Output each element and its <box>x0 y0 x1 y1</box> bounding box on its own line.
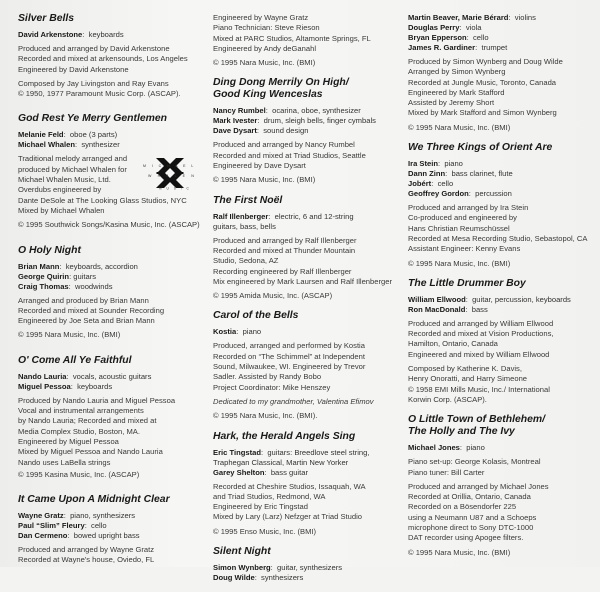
performer-name: Simon Wynberg <box>213 563 271 573</box>
performer: Simon Wynberg: guitar, synthesizers <box>213 563 343 573</box>
credit-line: Produced, arranged and performed by Kostia <box>213 341 365 351</box>
track-title: O Holy Night <box>18 244 81 256</box>
credits-block <box>408 203 598 254</box>
track-little-drummer-boy <box>408 278 598 405</box>
track-it-came-upon-continued <box>213 13 401 68</box>
performer-role: synthesizer <box>81 140 120 150</box>
track-o-little-town <box>408 414 598 558</box>
performer-name: David Arkenstone <box>18 30 83 39</box>
credit-line: © 1995 Enso Music, Inc. (BMI) <box>213 526 317 536</box>
credit-line: Engineered by Wayne Gratz <box>213 13 309 22</box>
performer-role: keyboards <box>88 30 124 39</box>
performer-name: Miguel Pessoa <box>18 381 71 391</box>
credits-block <box>213 482 401 523</box>
performer-role: bass clarinet, flute <box>451 169 513 179</box>
credit-line: Recorded and mixed at Thunder Mountain <box>213 245 356 255</box>
performer: Wayne Gratz: piano, synthesizers <box>18 511 136 521</box>
credit-line: Hamilton, Ontario, Canada <box>408 339 498 349</box>
credit-line: Mixed at PARC Studios, Altamonte Springs, FL <box>213 33 371 43</box>
performer: Doug Wilde: synthesizers <box>213 573 304 583</box>
track-title: It Came Upon A Midnight Clear <box>18 494 170 506</box>
performer-role: trumpet <box>481 43 508 52</box>
credit-line: Produced by Simon Wynberg and Doug Wilde <box>408 57 563 66</box>
credit-line: using a Neumann U87 and a Schoeps <box>408 512 537 522</box>
performer-role: piano <box>444 159 463 169</box>
credit-line: Mix engineered by Mark Laursen and Ralf Illenberger <box>213 276 392 286</box>
copyright-block <box>408 123 598 133</box>
copyright-block <box>408 364 598 405</box>
track-title: The First Noël <box>213 194 283 206</box>
performer-name: Melanie Feld <box>18 130 64 140</box>
copyright-block <box>18 470 200 480</box>
credit-line: Dedicated to my grandmother, Valentina Efimov <box>213 396 374 406</box>
performer-name: Kostia <box>213 327 237 337</box>
column-3 <box>408 13 598 567</box>
performer-name: Eric Tingstad <box>213 447 261 457</box>
track-carol-of-the-bells <box>213 310 401 421</box>
copyright-block <box>408 259 598 269</box>
credit-line: Recorded and mixed at arkensounds, Los Angeles <box>18 54 188 64</box>
copyright-block <box>213 411 401 421</box>
performer-role: cello <box>437 179 454 189</box>
performer-role: piano <box>466 443 485 453</box>
credit-line: Recorded at Orillia, Ontario, Canada <box>408 492 531 502</box>
credit-line: by Nando Lauria; Recorded and mixed at <box>18 416 157 426</box>
performer: Geoffrey Gordon: percussion <box>408 189 512 199</box>
credit-line: Recorded and mixed at Sounder Recording <box>18 305 165 315</box>
performer-name: Doug Wilde <box>213 573 255 583</box>
credit-line: Project Coordinator: Mike Henszey <box>213 382 331 392</box>
credit-line: Mixed by Michael Whalen <box>18 205 105 215</box>
credit-line: Produced and arranged by Nancy Rumbel <box>213 140 355 150</box>
credit-line: © 1995 Nara Music, Inc. (BMI) <box>408 258 511 268</box>
performer: Miguel Pessoa: keyboards <box>18 381 113 391</box>
copyright-block <box>18 79 200 100</box>
performer-name: Mark Ivester <box>213 116 258 126</box>
credit-line: microphone direct to Sony DTC-1000 <box>408 523 534 533</box>
performer-name: Bryan Epperson <box>408 33 467 42</box>
credit-line: Produced by Nando Lauria and Miguel Pessoa <box>18 395 176 405</box>
performer: Jobért: cello <box>408 179 454 189</box>
credit-line: Overdubs engineered by <box>18 185 102 195</box>
credit-line: © 1995 Nara Music, Inc. (BMI) <box>213 58 316 68</box>
credit-line: Engineered by David Arkenstone <box>18 64 129 74</box>
svg-text:W H A L E N: W H A L E N <box>148 174 197 179</box>
credit-line: © 1950, 1977 Paramount Music Corp. (ASCAP). <box>18 89 181 99</box>
performer-role: guitar, percussion, keyboards <box>472 294 571 304</box>
track-title: The Little Drummer Boy <box>408 277 526 289</box>
track-silent-night <box>213 546 401 583</box>
performer-role: oboe (3 parts) <box>69 130 118 140</box>
credit-line: Engineered by Joe Seta and Brian Mann <box>18 316 155 326</box>
performer-name: Craig Thomas <box>18 281 69 291</box>
credit-line: Recorded on a Bösendorfer 225 <box>408 502 517 512</box>
credit-line: Hans Christian Reumschüssel <box>408 223 510 233</box>
performer-role: piano, synthesizers <box>70 511 136 521</box>
credit-line: Recorded at Mesa Recording Studio, Sebastopol, CA <box>408 233 588 243</box>
performer: Brian Mann: keyboards, accordion <box>18 261 138 271</box>
performer-name: Michael Whalen <box>18 140 75 150</box>
performer-role: violins <box>514 13 536 22</box>
track-hark-the-herald <box>213 431 401 537</box>
performer-role: guitars, bass, bells <box>213 221 276 231</box>
performer: Dave Dysart: sound design <box>213 126 309 136</box>
performer-role: ocarina, oboe, synthesizer <box>272 106 361 116</box>
track-title-line: The Holly and The Ivy <box>408 426 515 438</box>
svg-text:M U S I C: M U S I C <box>159 186 191 191</box>
performer-role: keyboards <box>77 381 113 391</box>
copyright-block <box>18 330 200 340</box>
credits-block <box>213 236 401 287</box>
credit-line: Produced and arranged by Wayne Gratz <box>18 545 155 555</box>
copyright-block <box>18 220 200 230</box>
credit-line: Piano tuner: Bill Carter <box>408 467 485 477</box>
performer: Nando Lauria: vocals, acoustic guitars <box>18 371 152 381</box>
credit-line: Produced and arranged by Ira Stein <box>408 203 529 213</box>
performer-role: piano <box>242 327 262 337</box>
performer-role: bowed upright bass <box>73 531 140 541</box>
performer: Michael Whalen: synthesizer <box>18 140 120 150</box>
credit-line: Engineered by Andy deGanahl <box>213 43 317 53</box>
performer-role: bass guitar <box>270 467 308 477</box>
performer: James R. Gardiner: trumpet <box>408 43 508 52</box>
performer-role: guitars: Breedlove steel string, <box>267 447 370 457</box>
performer-name: Douglas Perry <box>408 23 460 32</box>
credit-line: Dante DeSole at The Looking Glass Studios, NYC <box>18 195 187 205</box>
performer: Ralf Illenberger: electric, 6 and 12-string guitars, bass, bells <box>213 211 354 231</box>
credit-line: Studio, Sedona, AZ <box>213 256 279 266</box>
credits-block <box>213 140 401 171</box>
credit-line: Composed by Jay Livingston and Ray Evans <box>18 78 169 88</box>
credits-block <box>18 545 200 566</box>
credit-line: Engineered by Dave Dysart <box>213 161 306 171</box>
track-title: We Three Kings of Orient Are <box>408 142 553 154</box>
credits-block <box>213 13 401 54</box>
performer: Michael Jones: piano <box>408 443 485 453</box>
credit-line: © 1995 Southwick Songs/Kasina Music, Inc. (ASCAP) <box>18 220 200 230</box>
credit-line: Produced and arranged by David Arkenstone <box>18 44 170 53</box>
credits-block <box>408 482 598 544</box>
track-title: God Rest Ye Merry Gentlemen <box>18 113 167 125</box>
credit-line: Henry Onoratti, and Harry Simeone <box>408 374 528 384</box>
performer-role: cello <box>91 521 107 531</box>
credit-line: Mixed by Miguel Pessoa and Nando Lauria <box>18 447 163 457</box>
performer-role: keyboards, accordion <box>65 261 138 271</box>
credits-block <box>213 341 401 392</box>
performer-name: Martin Beaver, Marie Bérard <box>408 13 509 22</box>
credits-block <box>18 396 200 468</box>
track-title <box>408 414 598 438</box>
credit-line: Mixed by Lary (Larz) Nefzger at Triad Studio <box>213 512 362 522</box>
performer: Nancy Rumbel: ocarina, oboe, synthesizer <box>213 106 361 116</box>
performer-role: drum, sleigh bells, finger cymbals <box>263 116 376 126</box>
credit-line: Engineered by Miguel Pessoa <box>18 436 119 446</box>
credit-line: Composed by Katherine K. Davis, <box>408 364 522 374</box>
performer: Eric Tingstad: guitars: Breedlove steel string, Traphegan Classical, Martin New Yorker <box>213 447 370 467</box>
track-silver-bells <box>18 13 200 99</box>
credit-line: Recorded at Wayne's house, Oviedo, FL <box>18 555 155 565</box>
performer: Douglas Perry: viola <box>408 23 482 32</box>
performer-name: Ralf Illenberger <box>213 211 269 221</box>
credit-line: Produced and arranged by Michael Jones <box>408 481 549 491</box>
track-title-line: Ding Dong Merrily On High/ <box>213 77 349 89</box>
performer-name: Nancy Rumbel <box>213 106 266 116</box>
credit-line: Korwin Corp. (ASCAP). <box>408 394 487 404</box>
performer-role: guitar, synthesizers <box>277 563 343 573</box>
credits-block <box>408 319 598 360</box>
credit-line: © 1958 EMI Mills Music, Inc./ International <box>408 384 550 394</box>
performer-role: guitars <box>73 271 97 281</box>
credit-line: © 1995 Nara Music, Inc. (BMI). <box>213 411 318 421</box>
credit-line: Produced and arranged by William Ellwood <box>408 318 554 328</box>
credit-line: Produced and arranged by Ralf Illenberger <box>213 235 357 245</box>
svg-text:M I C H A E L: M I C H A E L <box>143 164 196 169</box>
credit-line: Assisted by Jeremy Short <box>408 98 495 108</box>
credit-line: © 1995 Kasina Music, Inc. (ASCAP) <box>18 469 140 479</box>
credit-line: Michael Whalen Music, Ltd. <box>18 175 111 185</box>
track-title: Hark, the Herald Angels Sing <box>213 430 356 442</box>
copyright-block <box>213 291 401 301</box>
credit-line: Recorded and mixed at Vision Productions, <box>408 329 554 339</box>
credit-line: Engineered and mixed by William Ellwood <box>408 349 550 359</box>
credit-line: Media Complex Studio, Boston, MA. <box>18 426 140 436</box>
credit-line: Nando uses LaBella strings <box>18 457 111 467</box>
copyright-block <box>408 548 598 558</box>
credit-line: DAT recorder using Apogee filters. <box>408 533 524 543</box>
credit-line: © 1995 Nara Music, Inc. (BMI) <box>213 175 316 185</box>
credit-line: Recorded and mixed at Triad Studios, Seattle <box>213 150 366 160</box>
performer: Garey Shelton: bass guitar <box>213 467 308 477</box>
performer-name: Michael Jones <box>408 443 460 453</box>
performer: George Quirin: guitars <box>18 271 97 281</box>
credit-line: Sound, Milwaukee, WI. Engineered by Trevor <box>213 362 366 372</box>
performer-role: cello <box>473 33 489 42</box>
performer-role: viola <box>465 23 482 32</box>
michael-whalen-music-logo-icon <box>142 156 198 190</box>
track-title-line: O Little Town of Bethlehem/ <box>408 414 546 426</box>
performer-name: James R. Gardiner <box>408 43 476 52</box>
performer-name: Paul “Slim” Fleury <box>18 521 85 531</box>
performer-name: Garey Shelton <box>213 467 265 477</box>
track-silent-night-continued <box>408 13 598 133</box>
track-o-come-all-ye-faithful <box>18 355 200 480</box>
performer: Ira Stein: piano <box>408 159 463 169</box>
credit-line: Co-produced and engineered by <box>408 213 517 223</box>
dedication <box>213 397 401 407</box>
performer: William Ellwood: guitar, percussion, keyboards <box>408 294 571 304</box>
credit-line: Vocal and instrumental arrangements <box>18 406 144 416</box>
performer-name: Jobért <box>408 179 432 189</box>
performer-name: Dan Cermeno <box>18 531 68 541</box>
performer-role: woodwinds <box>74 281 113 291</box>
track-title: Silent Night <box>213 546 271 558</box>
performer: Kostia: piano <box>213 327 262 337</box>
credit-line: Engineered by Mark Stafford <box>408 87 505 97</box>
performer: Melanie Feld: oboe (3 parts) <box>18 130 118 140</box>
performer-name: Nando Lauria <box>18 371 67 381</box>
performer-name: Wayne Gratz <box>18 511 64 521</box>
performer-role: percussion <box>475 189 512 199</box>
credits-block <box>18 296 200 327</box>
performer-role: sound design <box>263 126 309 136</box>
track-title: Silver Bells <box>18 13 75 24</box>
performer-name: Geoffrey Gordon <box>408 189 469 199</box>
performer-role: electric, 6 and 12-string <box>274 211 354 221</box>
track-ding-dong-merrily <box>213 77 401 185</box>
credit-line: Recorded at Jungle Music, Toronto, Canada <box>408 77 557 87</box>
credits-block <box>408 57 598 119</box>
track-title: Carol of the Bells <box>213 310 299 322</box>
performer: Craig Thomas: woodwinds <box>18 281 113 291</box>
credit-line: Mixed by Mark Stafford and Simon Wynberg <box>408 108 557 118</box>
credit-line: © 1995 Nara Music, Inc. (BMI) <box>18 330 121 340</box>
credits-block <box>408 457 598 478</box>
performer: Mark Ivester: drum, sleigh bells, finger cymbals <box>213 116 376 126</box>
performer-name: William Ellwood <box>408 294 466 304</box>
performer-name: George Quirin <box>18 271 70 281</box>
credit-line: Traditional melody arranged and <box>18 154 128 164</box>
copyright-block <box>213 58 401 68</box>
performer: Paul “Slim” Fleury: cello <box>18 521 107 531</box>
copyright-block <box>213 175 401 185</box>
performer: David Arkenstone: keyboards <box>18 30 124 39</box>
credit-line: © 1995 Amida Music, Inc. (ASCAP) <box>213 291 333 301</box>
credit-line: Recorded at Cheshire Studios, Issaquah, WA <box>213 481 366 491</box>
performer: Dann Zinn: bass clarinet, flute <box>408 169 513 179</box>
credit-line: Recording engineered by Ralf Illenberger <box>213 266 352 276</box>
credit-line: Arranged and produced by Brian Mann <box>18 295 149 305</box>
performer-role: bass <box>471 304 488 314</box>
credit-line: produced by Michael Whalen for <box>18 164 127 174</box>
track-we-three-kings <box>408 142 598 269</box>
credit-line: Sadler. Assisted by Randy Bobo <box>213 372 322 382</box>
track-title <box>213 77 401 101</box>
performer-name: Dann Zinn <box>408 169 446 179</box>
column-2 <box>213 13 401 592</box>
performer-name: Ira Stein <box>408 159 438 169</box>
performer: Ron MacDonald: bass <box>408 304 488 314</box>
performer: Dan Cermeno: bowed upright bass <box>18 531 140 541</box>
copyright-block <box>213 527 401 537</box>
credit-line: Engineered by Eric Tingstad <box>213 502 308 512</box>
credits-block <box>18 154 200 216</box>
track-the-first-noel <box>213 195 401 302</box>
credit-line: Arranged by Simon Wynberg <box>408 67 506 77</box>
track-title: O' Come All Ye Faithful <box>18 354 132 366</box>
credit-line: © 1995 Nara Music, Inc. (BMI) <box>408 122 511 132</box>
performer-role: vocals, acoustic guitars <box>72 371 152 381</box>
credit-line: © 1995 Nara Music, Inc. (BMI) <box>408 547 511 557</box>
credit-line: Assistant Engineer: Kenny Evans <box>408 244 521 254</box>
track-it-came-upon <box>18 494 200 566</box>
credit-line: Recorded on “The Schimmel” at Independent <box>213 351 365 361</box>
credit-line: Piano Technician: Steve Rieson <box>213 23 320 33</box>
track-title-line: Good King Wenceslas <box>213 89 323 101</box>
track-o-holy-night <box>18 245 200 341</box>
performer-name: Dave Dysart <box>213 126 257 136</box>
performer-role: Traphegan Classical, Martin New Yorker <box>213 457 349 467</box>
track-god-rest-ye <box>18 113 200 230</box>
performer: Martin Beaver, Marie Bérard: violins <box>408 13 536 22</box>
credit-line: and Triad Studios, Redmond, WA <box>213 491 326 501</box>
performer-name: Brian Mann <box>18 261 60 271</box>
performer: Bryan Epperson: cello <box>408 33 489 42</box>
credit-line: Piano set-up: George Kolasis, Montreal <box>408 457 541 467</box>
performer-role: synthesizers <box>261 573 304 583</box>
credits-block <box>18 44 200 75</box>
performer-name: Ron MacDonald <box>408 304 466 314</box>
column-1 <box>18 13 200 575</box>
